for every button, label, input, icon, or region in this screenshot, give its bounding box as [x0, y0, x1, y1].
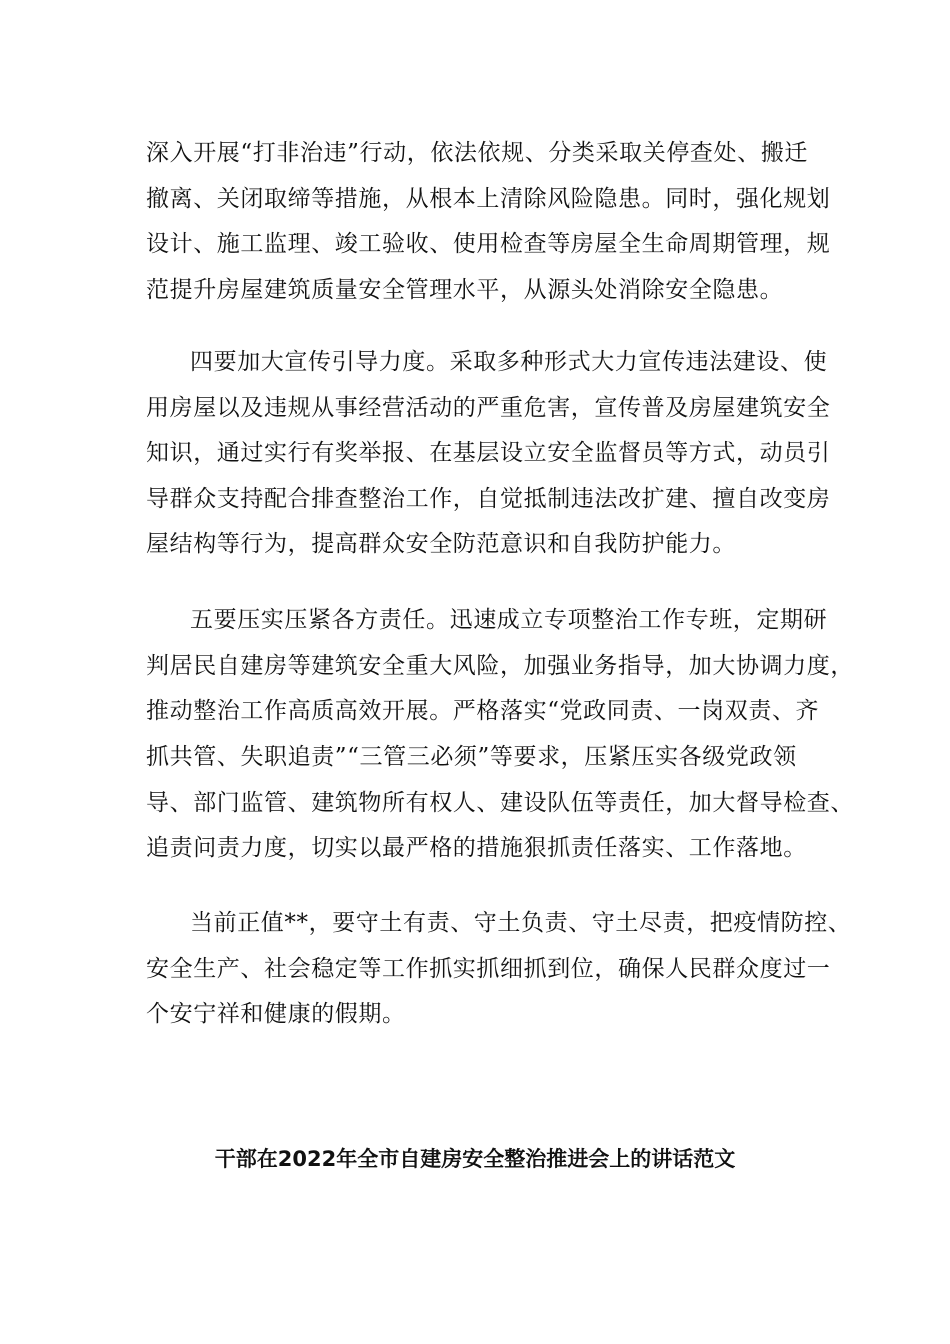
paragraph-line: 撤离、关闭取缔等措施，从根本上清除风险隐患。同时，强化规划	[146, 186, 831, 212]
paragraph-line: 判居民自建房等建筑安全重大风险，加强业务指导，加大协调力度，	[146, 653, 854, 679]
paragraph-line: 推动整治工作高质高效开展。严格落实“党政同责、一岗双责、齐	[146, 698, 820, 724]
next-document-title: 干部在2022年全市自建房安全整治推进会上的讲话范文	[214, 1147, 736, 1171]
paragraph-line: 五要压实压紧各方责任。迅速成立专项整治工作专班，定期研	[190, 607, 828, 633]
paragraph-line: 当前正值**，要守土有责、守土负责、守土尽责，把疫情防控、	[190, 910, 852, 936]
paragraph-line: 用房屋以及违规从事经营活动的严重危害，宣传普及房屋建筑安全	[146, 395, 831, 421]
paragraph-line: 导群众支持配合排查整治工作，自觉抵制违法改扩建、擅自改变房	[146, 486, 831, 512]
paragraph-line: 个安宁祥和健康的假期。	[146, 1001, 406, 1027]
paragraph-line: 屋结构等行为，提高群众安全防范意识和自我防护能力。	[146, 531, 736, 557]
paragraph-line: 设计、施工监理、竣工验收、使用检查等房屋全生命周期管理，规	[146, 231, 831, 257]
paragraph-line: 四要加大宣传引导力度。采取多种形式大力宣传违法建设、使	[190, 349, 828, 375]
paragraph-line: 知识，通过实行有奖举报、在基层设立安全监督员等方式，动员引	[146, 440, 831, 466]
paragraph-line: 范提升房屋建筑质量安全管理水平，从源头处消除安全隐患。	[146, 277, 784, 303]
paragraph-line: 安全生产、社会稳定等工作抓实抓细抓到位，确保人民群众度过一	[146, 956, 831, 982]
paragraph-line: 抓共管、失职追责”“三管三必须”等要求，压紧压实各级党政领	[146, 744, 797, 770]
paragraph-line: 导、部门监管、建筑物所有权人、建设队伍等责任，加大督导检查、	[146, 790, 854, 816]
paragraph-line: 深入开展“打非治违”行动，依法依规、分类采取关停查处、搬迁	[146, 140, 808, 166]
paragraph-line: 追责问责力度，切实以最严格的措施狠抓责任落实、工作落地。	[146, 835, 807, 861]
